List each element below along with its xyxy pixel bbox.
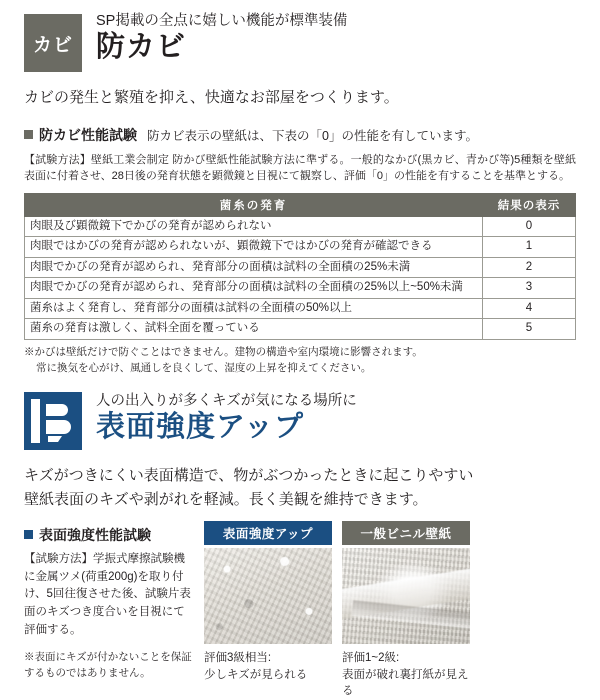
surface-test-subheading xyxy=(24,525,194,545)
mold-header-text xyxy=(96,12,347,64)
sample-caption-line2: 少しキズが見られる xyxy=(204,668,308,681)
mold-lead: SP掲載の全点に嬉しい機能が標準装備 xyxy=(96,13,348,29)
mold-result-table xyxy=(24,193,576,340)
surface-test-method: 【試験方法】学振式摩擦試験機に金属ツメ(荷重200g)を取り付け、5回往復させた後、試験片表面のキズつき度合いを目視にて評価する。 xyxy=(24,552,191,637)
table-header-result: 結果の表示 xyxy=(483,193,576,216)
mold-footnotes xyxy=(24,345,576,377)
general-vinyl-swatch xyxy=(342,548,470,644)
sample-label: 一般ビニル壁紙 xyxy=(342,521,470,545)
row-text: 肉眼ではかびの発育が認められないが、顕微鏡下ではかびの発育が確認できる xyxy=(25,237,483,258)
sample-caption xyxy=(204,650,332,683)
table-row xyxy=(25,216,576,237)
square-bullet-icon xyxy=(24,530,33,539)
mold-footnote-1: ※かびは壁紙だけで防ぐことはできません。建物の構造や室内環境に影響されます。 xyxy=(24,345,423,358)
mold-test-subheading xyxy=(24,125,576,146)
sample-label: 表面強度アップ xyxy=(204,521,332,545)
sample-general-vinyl xyxy=(342,521,470,700)
mold-resistance-header xyxy=(24,12,576,72)
row-value: 5 xyxy=(483,319,576,340)
row-text: 肉眼でかびの発育が認められ、発育部分の面積は試料の全面積の25%未満 xyxy=(25,257,483,278)
surface-strength-swatch xyxy=(204,548,332,644)
mold-test-note: 防カビ表示の壁紙は、下表の「0」の性能を有しています。 xyxy=(147,129,478,144)
table-header-growth: 菌糸の発育 xyxy=(25,193,483,216)
mold-test-method: 【試験方法】壁紙工業会制定 防かび壁紙性能試験方法に準ずる。一般的なかび(黒カビ、青かび等)5種類を壁紙表面に付着させ、28日後の発育状態を顕微鏡と目視にて観察し、評価「0」の性能を有することを基準とする。 xyxy=(24,153,576,183)
surface-lead: 人の出入りが多くキズが気になる場所に xyxy=(96,393,357,410)
table-row xyxy=(25,319,576,340)
surface-strength-header xyxy=(24,392,576,450)
row-value: 4 xyxy=(483,298,576,319)
row-value: 3 xyxy=(483,278,576,299)
mold-badge: カビ xyxy=(24,14,82,72)
square-bullet-icon xyxy=(24,130,33,139)
row-text: 肉眼及び顕微鏡下でかびの発育が認められない xyxy=(25,216,483,237)
sample-surface-strength xyxy=(204,521,332,700)
mold-test-title: 防カビ性能試験 xyxy=(39,127,137,144)
sample-caption-line2: 表面が破れ裏打紙が見える xyxy=(342,668,469,698)
surface-title: 表面強度アップ xyxy=(96,411,304,444)
mold-description: カビの発生と繁殖を抑え、快適なお部屋をつくります。 xyxy=(24,89,399,106)
table-row xyxy=(25,257,576,278)
row-value: 0 xyxy=(483,216,576,237)
table-row xyxy=(25,278,576,299)
table-row xyxy=(25,237,576,258)
sample-caption-line1: 評価3級相当: xyxy=(204,651,272,664)
sample-caption-line1: 評価1~2級: xyxy=(342,651,400,664)
row-value: 2 xyxy=(483,257,576,278)
wall-strength-icon xyxy=(24,392,82,450)
mold-footnote-2: 常に換気を心がけ、風通しを良くして、湿度の上昇を抑えてください。 xyxy=(36,361,372,374)
row-text: 菌糸の発育は激しく、試料全面を覆っている xyxy=(25,319,483,340)
sample-caption xyxy=(342,650,470,700)
surface-test-title: 表面強度性能試験 xyxy=(39,526,151,543)
row-text: 肉眼でかびの発育が認められ、発育部分の面積は試料の全面積の25%以上~50%未満 xyxy=(25,278,483,299)
table-row xyxy=(25,298,576,319)
row-text: 菌糸はよく発育し、発育部分の面積は試料の全面積の50%以上 xyxy=(25,298,483,319)
surface-description xyxy=(24,464,576,511)
surface-disclaimer: ※表面にキズが付かないことを保証するものではありません。 xyxy=(24,650,192,679)
mold-title: 防カビ xyxy=(96,31,187,64)
table-header-row xyxy=(25,193,576,216)
surface-description-line2: 壁紙表面のキズや剥がれを軽減。長く美観を維持できます。 xyxy=(24,490,428,508)
surface-description-line1: キズがつきにくい表面構造で、物がぶつかったときに起こりやすい xyxy=(24,467,474,485)
row-value: 1 xyxy=(483,237,576,258)
surface-strength-test-block xyxy=(24,521,576,700)
surface-test-left-column xyxy=(24,521,194,700)
surface-header-text xyxy=(96,392,357,444)
swatch-texture xyxy=(204,548,332,644)
